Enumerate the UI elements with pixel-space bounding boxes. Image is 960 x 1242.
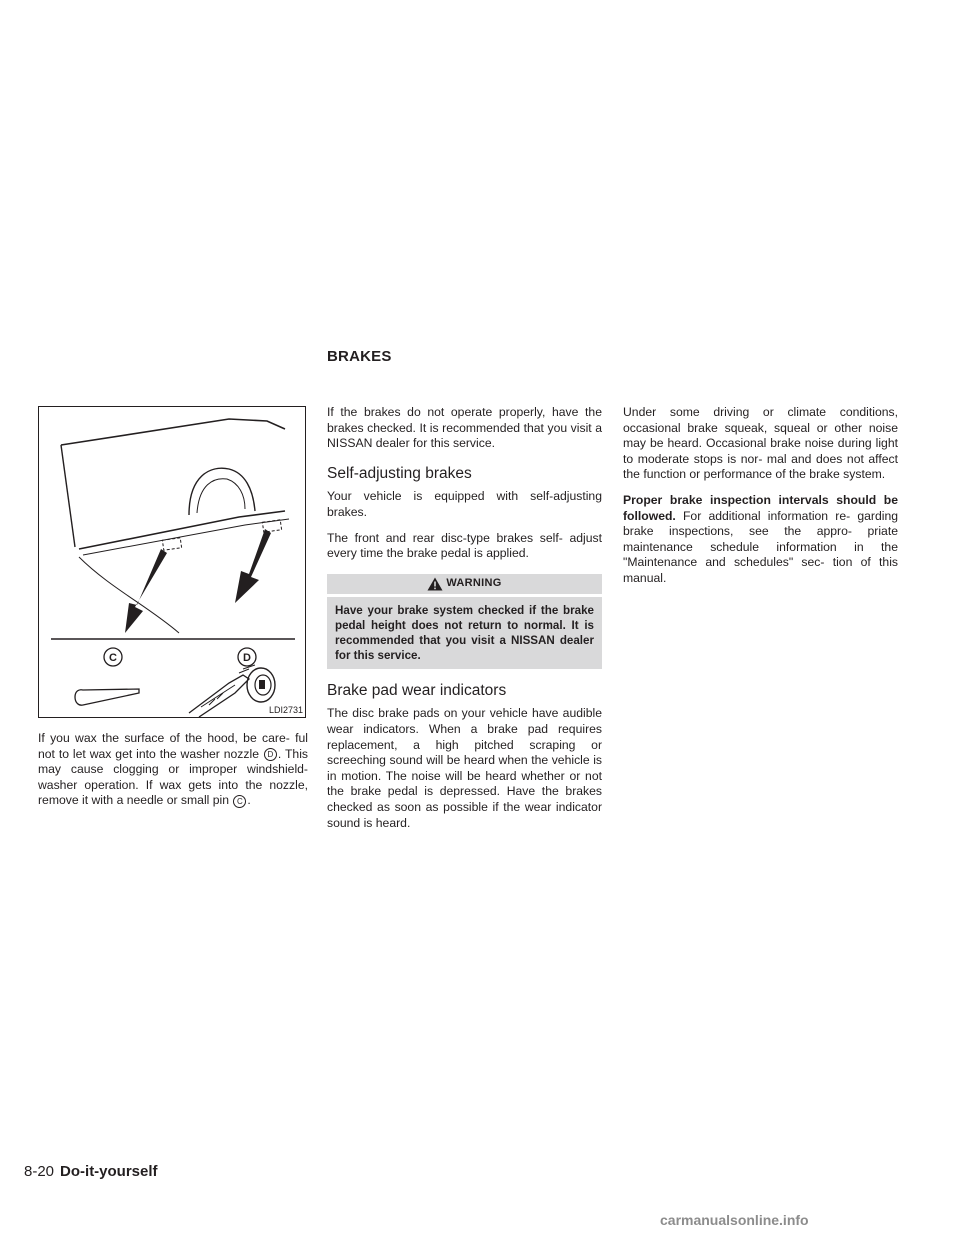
wax-text-2: . This may cause clogging or improper windshield-washer operation. If wax gets into the nozzle, remove it with a needle or small pin — [38, 746, 309, 808]
ref-d-marker: D — [264, 748, 277, 761]
column-2 — [327, 405, 602, 841]
warning-text: Have your brake system checked if the brake pedal height does not return to normal. It is recommended that you visit a NISSAN dealer for this service. — [327, 597, 602, 669]
warning-header — [327, 574, 602, 594]
hood-nozzle-illustration — [39, 407, 305, 717]
brakes-intro-paragraph: If the brakes do not operate properly, have the brakes checked. It is recommended that you visit a NISSAN dealer for this service. — [327, 405, 602, 451]
column-1 — [38, 731, 308, 819]
warning-icon — [427, 577, 443, 591]
figure-label-c: C — [109, 652, 117, 664]
inspection-text: For additional information re- garding brake inspections, see the appro- priate maintenance schedule information in the "Maintenance and schedules" sec- tion of this manual. — [623, 508, 898, 585]
brake-pad-paragraph: The disc brake pads on your vehicle have audible wear indicators. When a brake pad requires replacement, a high pitched scraping or screeching sound will be heard when the vehicle is in motion. The noise will be heard whether or not the brake pedal is depressed. Have the brakes checked as soon as possible if the wear indicator sound is heard. — [327, 706, 602, 830]
self-adjusting-paragraph-2: The front and rear disc-type brakes self- adjust every time the brake pedal is applied. — [327, 530, 602, 561]
section-heading: BRAKES — [327, 348, 392, 365]
figure-label-d: D — [243, 652, 251, 664]
warning-title: WARNING — [446, 576, 502, 589]
wax-paragraph — [38, 731, 308, 809]
figure-code: LDI2731 — [268, 705, 303, 715]
page-number: 8-20 — [24, 1163, 55, 1180]
washer-nozzle-figure — [38, 406, 306, 718]
self-adjusting-paragraph-1: Your vehicle is equipped with self-adjusting brakes. — [327, 489, 602, 519]
inspection-paragraph — [623, 493, 898, 587]
page-footer — [24, 1163, 158, 1180]
ref-c-marker: C — [233, 795, 246, 808]
self-adjusting-heading: Self-adjusting brakes — [327, 464, 472, 482]
footer-section-name: Do-it-yourself — [60, 1163, 158, 1180]
brake-noise-paragraph: Under some driving or climate conditions, occasional brake squeak, squeal or other noise may be heard. Occasional brake noise during light to moderate stops is nor- mal and does not affect the function or performance of the brake system. — [623, 405, 898, 482]
column-3 — [623, 405, 898, 597]
inspection-bold: Proper brake inspection intervals should be followed. — [623, 492, 898, 523]
brake-pad-heading: Brake pad wear indicators — [327, 681, 507, 699]
watermark: carmanualsonline.info — [660, 1212, 809, 1228]
wax-text-1: If you wax the surface of the hood, be care- ful not to let wax get into the washer nozzle — [38, 731, 308, 761]
wax-text-3: . — [247, 793, 251, 808]
